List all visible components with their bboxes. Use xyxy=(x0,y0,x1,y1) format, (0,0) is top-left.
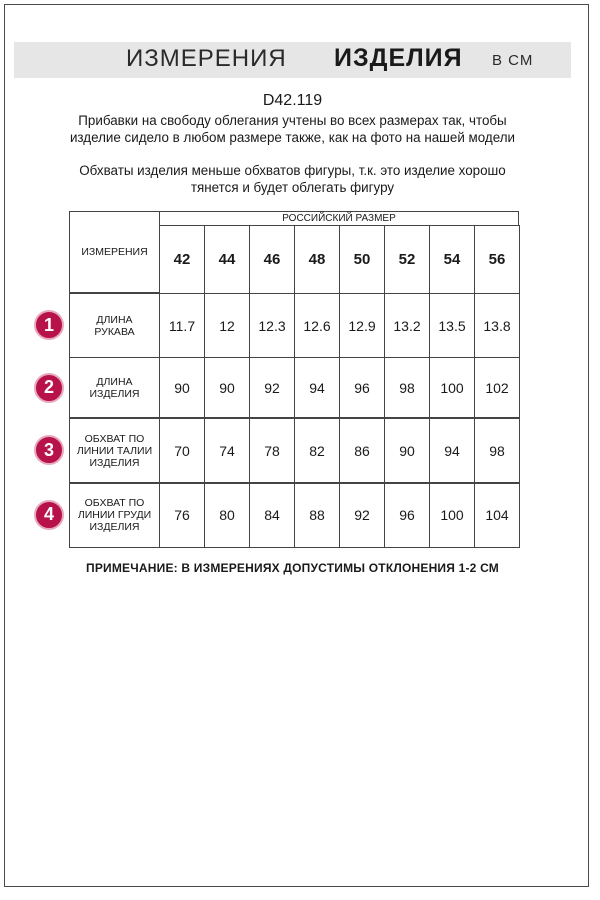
row-label: ДЛИНА ИЗДЕЛИЯ xyxy=(69,357,160,419)
table-cell: 98 xyxy=(474,417,520,484)
table-cell: 12.9 xyxy=(339,293,385,358)
table-cell: 12.3 xyxy=(249,293,295,358)
product-code: D42.119 xyxy=(262,92,323,109)
size-header-cell: 54 xyxy=(429,225,475,294)
russian-size-header: РОССИЙСКИЙ РАЗМЕР xyxy=(159,211,519,226)
table-cell: 104 xyxy=(474,482,520,548)
table-cell: 12.6 xyxy=(294,293,340,358)
table-cell: 98 xyxy=(384,357,430,419)
title-banner xyxy=(14,42,571,78)
table-cell: 96 xyxy=(339,357,385,419)
table-cell: 92 xyxy=(339,482,385,548)
table-cell: 86 xyxy=(339,417,385,484)
title-product: ИЗДЕЛИЯ xyxy=(334,44,463,72)
table-cell: 90 xyxy=(204,357,250,419)
table-cell: 94 xyxy=(294,357,340,419)
size-header-cell: 52 xyxy=(384,225,430,294)
table-cell: 12 xyxy=(204,293,250,358)
table-cell: 90 xyxy=(384,417,430,484)
size-header-cell: 50 xyxy=(339,225,385,294)
title-measurements: ИЗМЕРЕНИЯ xyxy=(126,45,287,72)
table-cell: 84 xyxy=(249,482,295,548)
table-cell: 102 xyxy=(474,357,520,419)
table-cell: 70 xyxy=(159,417,205,484)
row-label: ОБХВАТ ПО ЛИНИИ ТАЛИИ ИЗДЕЛИЯ xyxy=(69,417,160,484)
row-number-badge: 1 xyxy=(34,310,64,340)
table-cell: 11.7 xyxy=(159,293,205,358)
table-cell: 96 xyxy=(384,482,430,548)
row-number-badge: 3 xyxy=(34,435,64,465)
table-cell: 80 xyxy=(204,482,250,548)
table-cell: 100 xyxy=(429,482,475,548)
table-cell: 88 xyxy=(294,482,340,548)
table-cell: 100 xyxy=(429,357,475,419)
row-number-badge: 4 xyxy=(34,500,64,530)
table-cell: 92 xyxy=(249,357,295,419)
footnote: ПРИМЕЧАНИЕ: В ИЗМЕРЕНИЯХ ДОПУСТИМЫ ОТКЛОНЕНИЯ 1-2 СМ xyxy=(86,561,499,575)
row-label: ОБХВАТ ПО ЛИНИИ ГРУДИ ИЗДЕЛИЯ xyxy=(69,482,160,548)
size-header-cell: 42 xyxy=(159,225,205,294)
row-label: ДЛИНА РУКАВА xyxy=(69,293,160,358)
table-cell: 76 xyxy=(159,482,205,548)
table-cell: 90 xyxy=(159,357,205,419)
table-cell: 13.8 xyxy=(474,293,520,358)
stretch-note: Обхваты изделия меньше обхватов фигуры, т.к. это изделие хорошо тянется и будет облегать фигуру xyxy=(79,163,506,195)
title-unit: В СМ xyxy=(492,52,534,69)
size-header-cell: 44 xyxy=(204,225,250,294)
table-cell: 74 xyxy=(204,417,250,484)
measurements-header: ИЗМЕРЕНИЯ xyxy=(69,211,160,293)
table-cell: 94 xyxy=(429,417,475,484)
table-cell: 13.2 xyxy=(384,293,430,358)
table-cell: 13.5 xyxy=(429,293,475,358)
row-number-badge: 2 xyxy=(34,373,64,403)
fit-note: Прибавки на свободу облегания учтены во всех размерах так, чтобы изделие сидело в любом размере также, как на фото на нашей модели xyxy=(69,113,516,145)
table-cell: 82 xyxy=(294,417,340,484)
table-cell: 78 xyxy=(249,417,295,484)
size-header-cell: 48 xyxy=(294,225,340,294)
size-header-cell: 46 xyxy=(249,225,295,294)
size-header-cell: 56 xyxy=(474,225,520,294)
